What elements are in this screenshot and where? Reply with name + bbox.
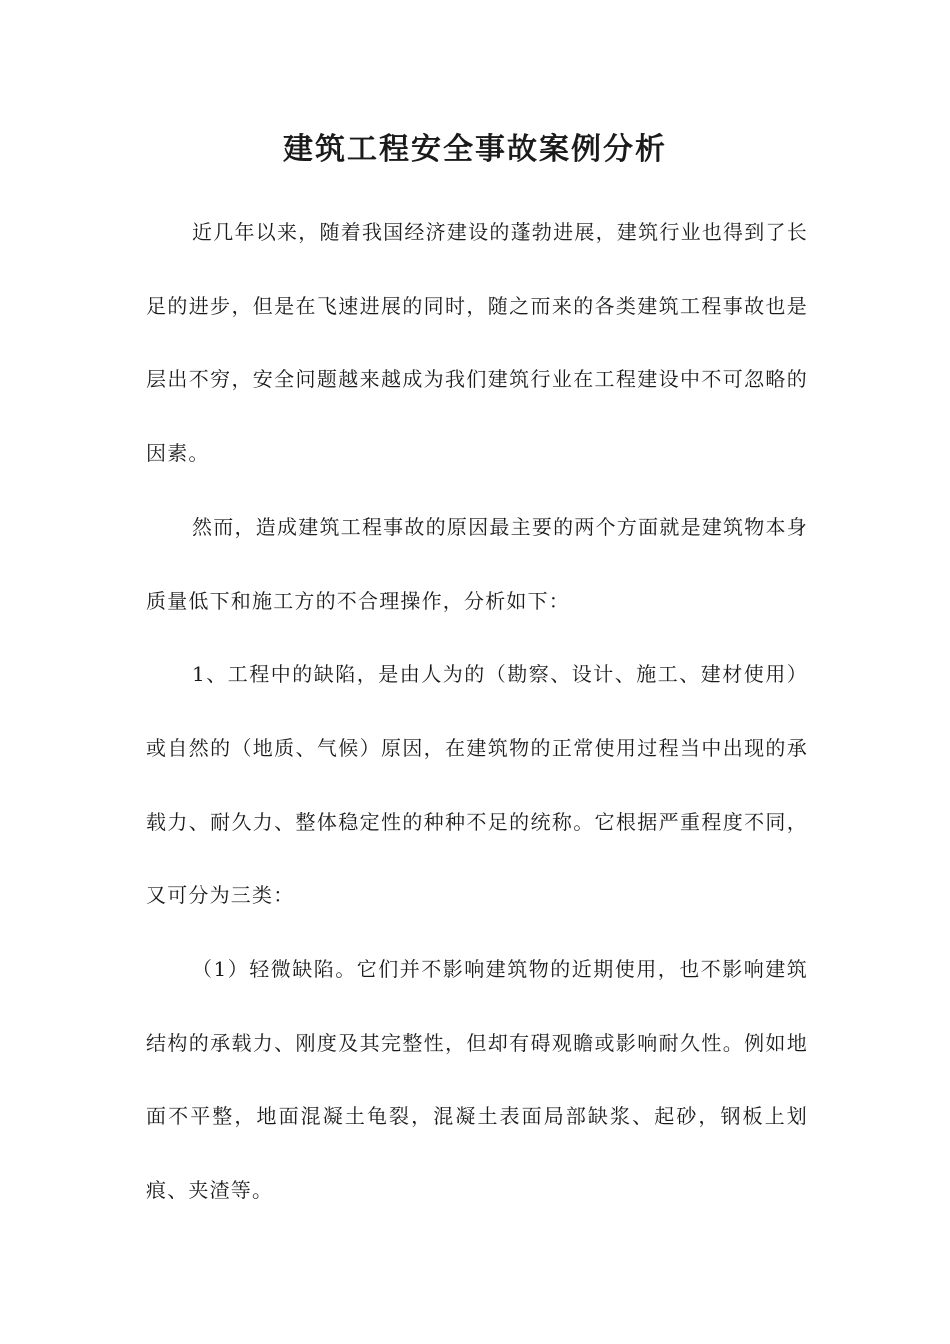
document-title: 建筑工程安全事故案例分析 (283, 132, 667, 167)
paragraph-intro: 近几年以来，随着我国经济建设的蓬勃进展，建筑行业也得到了长足的进步，但是在飞速进展的同时，随之而来的各类建筑工程事故也是层出不穷，安全问题越来越成为我们建筑行业在工程建设中不可忽略的因素。 (146, 220, 808, 466)
paragraph-minor-defects: （1）轻微缺陷。它们并不影响建筑物的近期使用，也不影响建筑结构的承载力、刚度及其完整性，但却有碍观瞻或影响耐久性。例如地面不平整，地面混凝土龟裂，混凝土表面局部缺浆、起砂，钢板上划痕、夹渣等。 (146, 957, 808, 1203)
paragraph-defects-definition: 1、工程中的缺陷，是由人为的（勘察、设计、施工、建材使用）或自然的（地质、气候）原因，在建筑物的正常使用过程当中出现的承载力、耐久力、整体稳定性的种种不足的统称。它根据严重程度不同，又可分为三类： (146, 662, 808, 908)
paragraph-causes: 然而，造成建筑工程事故的原因最主要的两个方面就是建筑物本身质量低下和施工方的不合理操作，分析如下： (146, 514, 808, 613)
document-body (146, 196, 808, 1228)
